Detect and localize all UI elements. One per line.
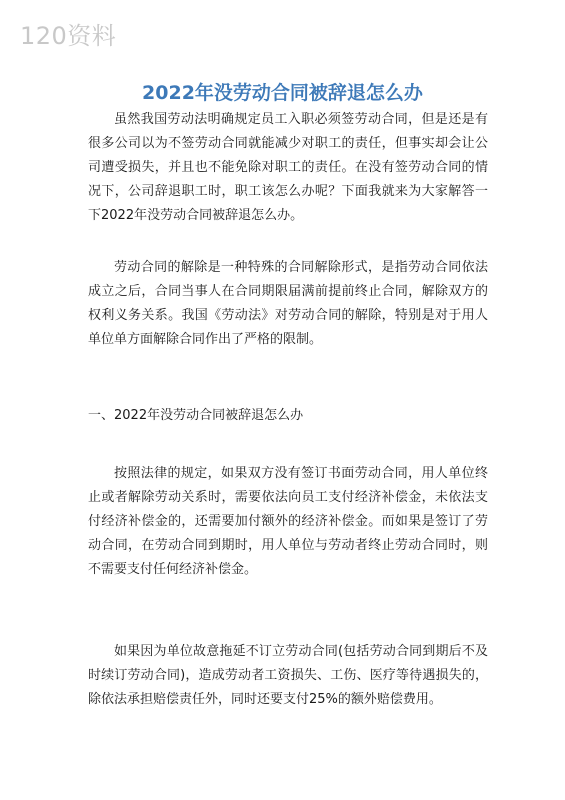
paragraph-legal-rule [88,462,488,582]
section-heading-text: 一、2022年没劳动合同被辞退怎么办 [88,408,304,423]
paragraph-definition [88,256,488,352]
paragraph-text: 如果因为单位故意拖延不订立劳动合同(包括劳动合同到期后不及时续订劳动合同)，造成劳动者工资损失、工伤、医疗等待遇损失的，除依法承担赔偿责任外，同时还要支付25%的额外赔偿费用。 [88,644,488,707]
section-heading [88,404,488,428]
paragraph-text: 劳动合同的解除是一种特殊的合同解除形式，是指劳动合同依法成立之后，合同当事人在合同期限届满前提前终止合同，解除双方的权利义务关系。我国《劳动法》对劳动合同的解除，特别是对于用人单位单方面解除合同作出了严格的限制。 [88,260,488,347]
paragraph-intro [88,108,488,228]
document-title: 2022年没劳动合同被辞退怎么办 [142,82,423,104]
watermark-logo: 120资料 [20,22,117,50]
paragraph-text: 按照法律的规定，如果双方没有签订书面劳动合同，用人单位终止或者解除劳动关系时，需要依法向员工支付经济补偿金，未依法支付经济补偿金的，还需要加付额外的经济补偿金。而如果是签订了劳动合同，在劳动合同到期时，用人单位与劳动者终止劳动合同时，则不需要支付任何经济补偿金。 [88,466,488,577]
paragraph-text: 虽然我国劳动法明确规定员工入职必须签劳动合同，但是还是有很多公司以为不签劳动合同就能减少对职工的责任，但事实却会让公司遭受损失，并且也不能免除对职工的责任。在没有签劳动合同的情况下，公司辞退职工时，职工该怎么办呢？下面我就来为大家解答一下2022年没劳动合同被辞退怎么办。 [88,112,488,223]
paragraph-compensation [88,640,488,712]
